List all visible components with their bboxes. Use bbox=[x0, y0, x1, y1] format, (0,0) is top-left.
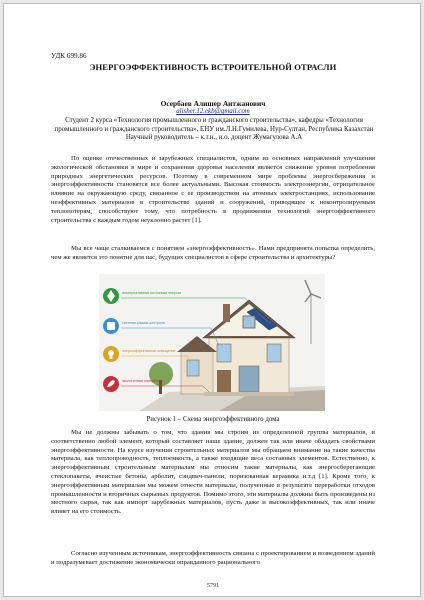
article-title: ЭНЕРГОЭФФЕКТИВНОСТЬ ВСТРОИТЕЛЬНОЙ ОТРАСЛИ bbox=[89, 62, 337, 72]
callout-label-eco-materials: экологичные материалы bbox=[122, 379, 163, 383]
energy-efficient-house-figure bbox=[99, 274, 325, 411]
document-page bbox=[3, 3, 421, 597]
paragraph-conclusion-start: Согласно изученным источникам, энергоэффективность связана с проектированием и возведением зданий и подразумевает достижение экономически оправданного рационального bbox=[51, 550, 375, 566]
figure-caption: Рисунок 1 – Схема энергоэффективного дома bbox=[146, 416, 280, 423]
paragraph-materials: Мы не должны забывать о том, что здания мы строим из определенной группы материалов, и соответственно любой элемент, который составляет наше здание, должен так или иначе обладать свойствами энергоэффективности. На курсе изучения строительных материалов мы обращаем внимание на такие качества материала, как теплопроводность, теплоемкость, а также входящие веса составных элементов. Естественно, к энергоэффективным строительным материалам мы относим такие материалы, как энергосберегающие стеклопакеты, ячеистые бетоны, арболит, сэндвич-панели, поризованная керамика и.т.д [1]. Кроме того, к энергоэффективным материалам мы можем отнести материалы, полученные в результате переработки отходов промышленности и вторичных сырьевых продуктов. Помимо этого, эти материалы должны быть произведены из местного сырья, так как импорт зарубежных материалов, пусть даже и высокоэффективных, так или иначе влияет на его стоимость. bbox=[51, 429, 375, 516]
callout-label-lighting: энергоэффективное освещение bbox=[122, 349, 176, 353]
callout-label-alternative-energy: альтернативные источники энергии bbox=[122, 291, 182, 295]
author-email-link[interactable]: alisher.12.ekb@gmail.com bbox=[176, 108, 250, 115]
paragraph-question: Мы все чаще сталкиваемся с понятием «энергоэффективность». Нами предпринята попытка определить, чем же является это понятие для нас, будущих специалистов в сфере строительства и архитектуры? bbox=[51, 245, 375, 261]
paragraph-intro: По оценке отечественных и зарубежных специалистов, одним из основных направлений улучшения экологической обстановки в мире и сохранения здоровья населения является снижение уровня потребления природных энергетических ресурсов. Поэтому в современном мире проблемы энергосбережения и энергоэффективности становятся все более актуальными. Высокая стоимость электроэнергии, отрицательное влияние на окружающую среду, связанное с ее производством на атомных электростанциях, использование неэффективных материалов в строительстве зданий и сооружений, приводящее к неконтролируемым теплопотерям, способствуют тому, что потребность в продвижении технологий энергоэффективного строительства с каждым годом неуклонно растет [1]. bbox=[51, 155, 375, 224]
callout-label-climate-control: система климат-контроля bbox=[122, 321, 165, 325]
udk-code: УДК 699.86 bbox=[51, 52, 87, 60]
page-number: 5791 bbox=[206, 582, 220, 589]
author-affiliation: Студент 2 курса «Технология промышленного и гражданского строительства», кафедры «Технология промышленного и гражданского строительства», ЕНУ им.Л.Н.Гумилева, Нур-Султан, Республика Казахстан Научный руководитель – к.т.н., и.о. доцент Жумагулова А.А bbox=[54, 117, 374, 142]
author-name: Осербаев Алишер Аитжанович bbox=[160, 99, 266, 108]
